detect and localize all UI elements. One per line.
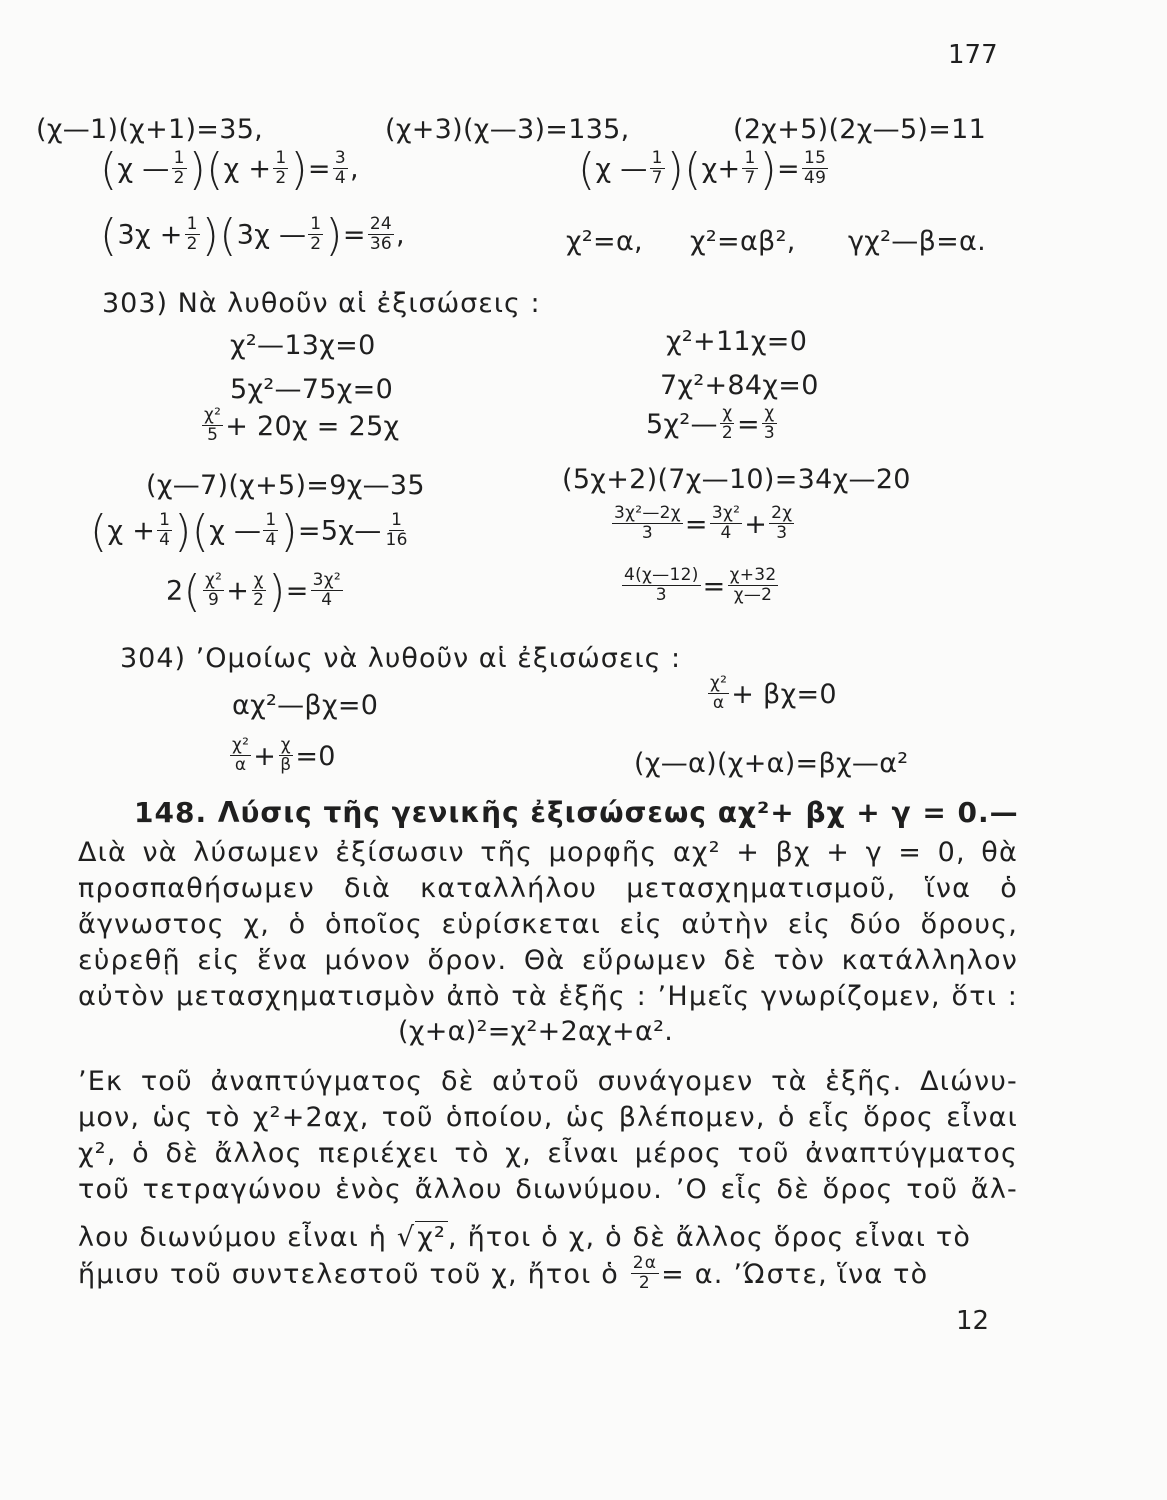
ex303-r6: $\frac{4(\chi—12)}{3}$ = $\frac{\chi+32}{\chi—2}$ [624, 565, 777, 605]
ex303-l4: (χ—7)(χ+5)=9χ—35 [146, 470, 425, 501]
ex303-r3: 5χ²— $\frac{\chi}{2}$ = $\frac{\chi}{3}$ [646, 403, 775, 443]
ex303-l1: χ²—13χ=0 [230, 330, 376, 361]
identity-equation: (χ+α)²=χ²+2αχ+α². [398, 1016, 674, 1047]
para1-line: αὐτὸν μετασχηματισμὸν ἀπὸ τὰ ἑξῆς : ʼΗμεῖς γνωρίζομεν, ὅτι : [78, 981, 1018, 1012]
ex303-l5: (χ + $\frac{1}{4}$ )(χ — $\frac{1}{4}$ )=5χ— $\frac{1}{16}$ [90, 506, 408, 557]
section-148-heading: 148. Λύσις τῆς γενικῆς ἐξισώσεως αχ²+ βχ + γ = 0.— [134, 796, 1019, 829]
ex304-title: 304) ʼΟμοίως νὰ λυθοῦν αἱ ἐξισώσεις : [120, 643, 682, 674]
ex303-r5: $\frac{\text{3χ²—2χ}}{3}$ = $\frac{\text{3χ²}}{4}$ + $\frac{2\chi}{3}$ [614, 503, 793, 543]
ex303-r2: 7χ²+84χ=0 [660, 370, 819, 401]
ex303-r4: (5χ+2)(7χ—10)=34χ—20 [562, 464, 911, 495]
ex304-r2: (χ—α)(χ+α)=βχ—α² [634, 748, 909, 779]
ex303-title: 303) Νὰ λυθοῦν αἱ ἐξισώσεις : [102, 288, 541, 319]
para1-line: προσπαθήσωμεν διὰ καταλλήλου μετασχηματισμοῦ, ἵνα ὁ [78, 873, 1018, 904]
ex304-r1: $\frac{\text{χ²}}{\alpha}$ + βχ=0 [710, 673, 837, 713]
ex303-l2: 5χ²—75χ=0 [230, 374, 394, 405]
footer-signature-number: 12 [956, 1306, 990, 1336]
section-148-para1 [78, 835, 1018, 1015]
eq-row1-b: (χ+3)(χ—3)=135, [385, 114, 630, 145]
eq-row1-a: (χ—1)(χ+1)=35, [36, 114, 264, 145]
eq-row3-e1: χ²=α, [566, 226, 643, 257]
section-148-para2 [78, 1064, 1018, 1208]
para2-line: ʼΕκ τοῦ ἀναπτύγματος δὲ αὐτοῦ συνάγομεν τὰ ἑξῆς. Διώνυ- [78, 1066, 1018, 1097]
eq-row1-c: (2χ+5)(2χ—5)=11 [733, 114, 987, 145]
eq-row3-e3: γχ²—β=α. [848, 226, 987, 257]
para1-line: Διὰ νὰ λύσωμεν ἐξίσωσιν τῆς μορφῆς αχ² + βχ + γ = 0, θὰ [78, 837, 1018, 868]
para2-line: χ², ὁ δὲ ἄλλος περιέχει τὸ χ, εἶναι μέρος τοῦ ἀναπτύγματος [78, 1138, 1018, 1169]
eq-row3-e2: χ²=αβ², [690, 226, 796, 257]
line-with-fraction: ἥμισυ τοῦ συντελεστοῦ τοῦ χ, ἤτοι ὁ $\frac{2\alpha}{2}$ = α. ʼΏστε, ἵνα τὸ [78, 1253, 929, 1293]
ex304-l2: $\frac{\text{χ²}}{\alpha}$ + $\frac{\chi}{\beta}$ =0 [232, 735, 336, 775]
ex304-l1: αχ²—βχ=0 [232, 690, 379, 721]
ex303-r1: χ²+11χ=0 [666, 326, 808, 357]
eq-row2-right: (χ — $\frac{1}{7}$ )(χ+ $\frac{1}{7}$ )= $\frac{15}{49}$ [578, 144, 827, 195]
ex303-l3: $\frac{\text{χ²}}{5}$ + 20χ = 25χ [204, 405, 400, 445]
eq-row3: (3χ + $\frac{1}{2}$ )(3χ — $\frac{1}{2}$ )= $\frac{24}{36}$ , [100, 210, 405, 261]
line-with-sqrt: λου διωνύμου εἶναι ἡ √χ², ἤτοι ὁ χ, ὁ δὲ ἄλλος ὅρος εἶναι τὸ [78, 1222, 972, 1253]
ex303-l6: 2( $\frac{\text{χ²}}{9}$ + $\frac{\chi}{2}$ )= $\frac{\text{3χ²}}{4}$ [166, 566, 342, 617]
para2-line: μον, ὡς τὸ χ²+2αχ, τοῦ ὁποίου, ὡς βλέπομεν, ὁ εἷς ὅρος εἶναι [78, 1102, 1018, 1133]
para2-line: τοῦ τετραγώνου ἑνὸς ἄλλου διωνύμου. ʼΟ εἷς δὲ ὅρος τοῦ ἄλ- [78, 1174, 1018, 1205]
para1-line: ἄγνωστος χ, ὁ ὁποῖος εὑρίσκεται εἰς αὐτὴν εἰς δύο ὅρους, [78, 909, 1018, 940]
page-number: 177 [948, 40, 998, 70]
para1-line: εὑρεθῇ εἰς ἕνα μόνον ὅρον. Θὰ εὕρωμεν δὲ τὸν κατάλληλον [78, 945, 1018, 976]
eq-row2-left: (χ — $\frac{1}{2}$ )(χ + $\frac{1}{2}$ )= $\frac{3}{4}$ , [100, 144, 359, 195]
